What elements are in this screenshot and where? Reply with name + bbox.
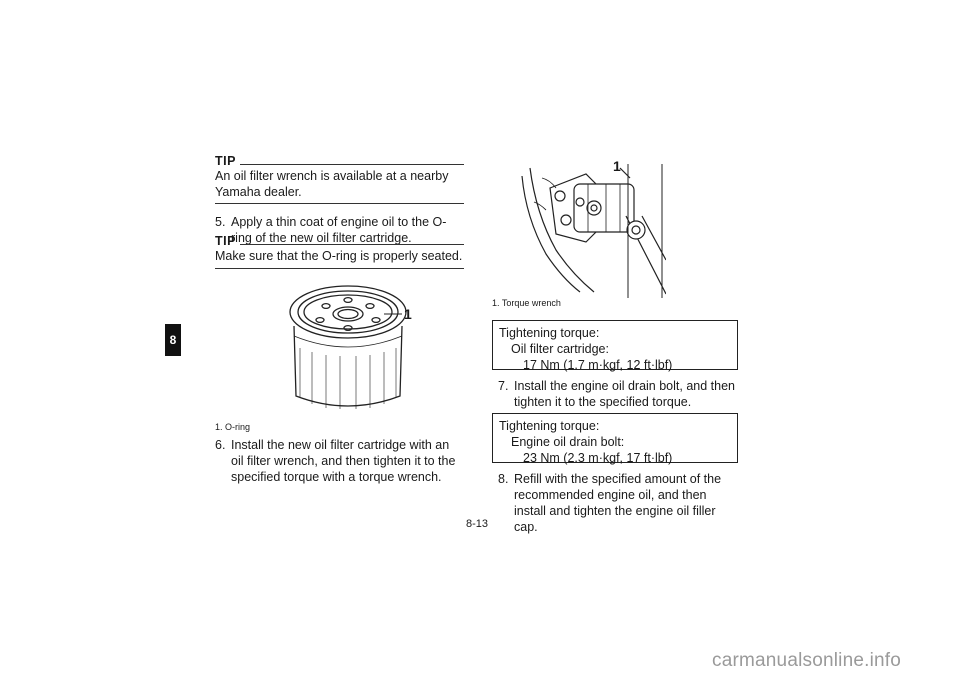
step-number: 7. bbox=[498, 379, 509, 393]
torque-spec-value: 17 Nm (1.7 m·kgf, 12 ft·lbf) bbox=[523, 358, 673, 372]
divider bbox=[240, 244, 464, 245]
oil-filter-illustration bbox=[280, 278, 420, 418]
tip-box-1 bbox=[215, 154, 464, 204]
step-text: Apply a thin coat of engine oil to the O-ring of the new oil filter cartridge. bbox=[231, 215, 447, 245]
torque-wrench-illustration bbox=[516, 158, 666, 298]
torque-spec-title: Tightening torque: bbox=[499, 419, 600, 433]
watermark[interactable]: carmanualsonline.info bbox=[712, 650, 902, 671]
tip-heading bbox=[215, 234, 464, 248]
tip-heading bbox=[215, 154, 464, 168]
figure-caption: 1. O-ring bbox=[215, 422, 251, 432]
step-7 bbox=[498, 378, 738, 410]
figure-callout: 1 bbox=[404, 306, 412, 322]
step-number: 5. bbox=[215, 215, 226, 229]
figure-callout: 1 bbox=[613, 158, 621, 174]
step-text: Install the new oil filter cartridge with an oil filter wrench, and then tighten it to the specified torque with a torque wrench. bbox=[231, 438, 456, 484]
tip-heading-label: TIP bbox=[215, 154, 236, 168]
tip-heading-label: TIP bbox=[215, 234, 236, 248]
divider bbox=[240, 164, 464, 165]
torque-spec-value: 23 Nm (2.3 m·kgf, 17 ft·lbf) bbox=[523, 451, 673, 465]
step-text: Install the engine oil drain bolt, and then tighten it to the specified torque. bbox=[514, 379, 735, 409]
torque-spec-box-1 bbox=[492, 320, 738, 370]
page-number: 8-13 bbox=[466, 518, 489, 530]
figure-caption: 1. Torque wrench bbox=[492, 298, 561, 308]
step-8 bbox=[498, 471, 738, 535]
torque-spec-item: Oil filter cartridge: bbox=[511, 342, 609, 356]
tip-body: An oil filter wrench is available at a nearby Yamaha dealer. bbox=[215, 168, 464, 204]
step-6 bbox=[215, 437, 464, 485]
tip-box-2 bbox=[215, 234, 464, 269]
tip-body: Make sure that the O-ring is properly seated. bbox=[215, 248, 464, 269]
chapter-tab: 8 bbox=[165, 324, 181, 356]
torque-spec-title: Tightening torque: bbox=[499, 326, 600, 340]
step-text: Refill with the specified amount of the recommended engine oil, and then install and tighten the engine oil filler cap. bbox=[514, 472, 722, 534]
step-number: 6. bbox=[215, 438, 226, 452]
step-number: 8. bbox=[498, 472, 509, 486]
torque-spec-box-2 bbox=[492, 413, 738, 463]
torque-spec-item: Engine oil drain bolt: bbox=[511, 435, 625, 449]
